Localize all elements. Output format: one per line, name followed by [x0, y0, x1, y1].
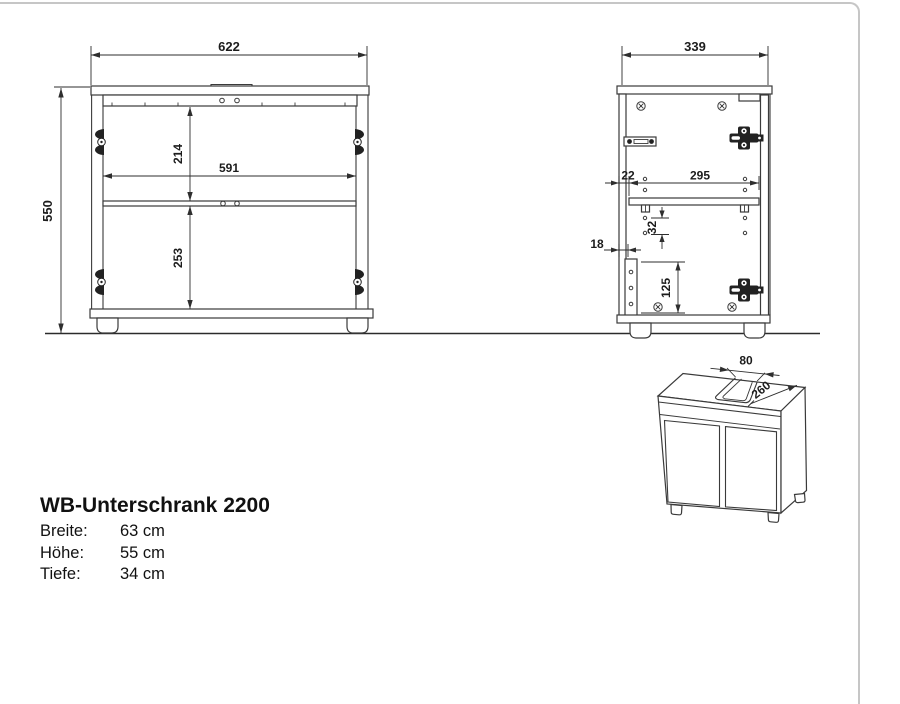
- front-dim-bottom-section: [171, 206, 193, 309]
- side-dim-22-295: [605, 169, 759, 197]
- screw-icon: [728, 303, 736, 311]
- front-dim-top-section: [171, 107, 193, 201]
- dim-label-253: 253: [171, 247, 185, 269]
- hinge-icon: [354, 269, 364, 295]
- bottom-board: [90, 309, 373, 318]
- dim-label-295: 295: [689, 168, 711, 183]
- foot-3d: [768, 513, 779, 523]
- front-cabinet-outline: [90, 85, 373, 334]
- dim-label-18: 18: [590, 237, 604, 251]
- hinge-icon: [730, 127, 764, 150]
- title-block: [40, 494, 270, 586]
- spec-row-height: [40, 543, 270, 565]
- dim-label-214: 214: [171, 143, 185, 165]
- spec-value-tiefe: 34 cm: [120, 565, 165, 583]
- middle-shelf: [103, 201, 356, 206]
- spec-label-hoehe: Höhe:: [40, 543, 85, 562]
- perspective-view: [658, 354, 807, 523]
- dim-label-339: 339: [684, 39, 706, 54]
- dim-label-80: 80: [739, 353, 753, 368]
- spec-value-hoehe: 55 cm: [120, 543, 165, 562]
- product-title: WB-Unterschrank 2200: [40, 494, 270, 517]
- side-dim-depth: [622, 39, 768, 85]
- foot-3d: [671, 505, 682, 515]
- spec-label-tiefe: Tiefe:: [40, 565, 81, 583]
- hinge-icon: [95, 269, 105, 295]
- dim-label-22: 22: [621, 168, 635, 183]
- side-dim-hole-spacing: [645, 207, 669, 249]
- front-left-foot: [97, 318, 118, 333]
- side-dim-back-inset: [590, 237, 641, 257]
- spec-value-breite: 63 cm: [120, 522, 165, 540]
- perspective-cabinet: [658, 374, 807, 523]
- front-hinges: [95, 129, 364, 295]
- spec-label-breite: Breite:: [40, 522, 88, 540]
- top-bracket: [739, 94, 760, 101]
- side-left-foot: [630, 323, 651, 338]
- dim-label-550: 550: [40, 200, 55, 222]
- top-board: [617, 86, 772, 94]
- dim-label-32: 32: [645, 220, 659, 235]
- screw-icon: [654, 303, 662, 311]
- side-right-foot: [744, 323, 765, 338]
- screw-icon: [637, 102, 645, 110]
- side-dim-rail-height: [641, 262, 685, 313]
- top-board: [91, 86, 369, 95]
- hinge-icon: [730, 279, 764, 302]
- hinge-icon: [354, 129, 364, 155]
- spec-row-depth: [40, 564, 270, 586]
- front-dim-inner-width: [103, 161, 356, 179]
- screw-icon: [718, 102, 726, 110]
- front-dim-height: [40, 87, 90, 333]
- spec-row-width: [40, 521, 270, 543]
- top-rail: [103, 95, 357, 106]
- perspective-dim-cutout-width: [711, 354, 780, 382]
- dim-label-591: 591: [218, 161, 240, 175]
- dim-label-622: 622: [218, 39, 240, 54]
- bottom-board: [617, 315, 770, 323]
- dim-label-125: 125: [659, 277, 673, 299]
- hinge-icon: [95, 129, 105, 155]
- foot-3d: [795, 494, 806, 503]
- side-view: [590, 39, 772, 338]
- door-edge: [761, 95, 769, 320]
- dim-label-260: 260: [748, 378, 774, 402]
- front-view: [40, 39, 373, 333]
- front-dim-width: [91, 39, 367, 85]
- shelf: [629, 198, 759, 205]
- front-right-foot: [347, 318, 368, 333]
